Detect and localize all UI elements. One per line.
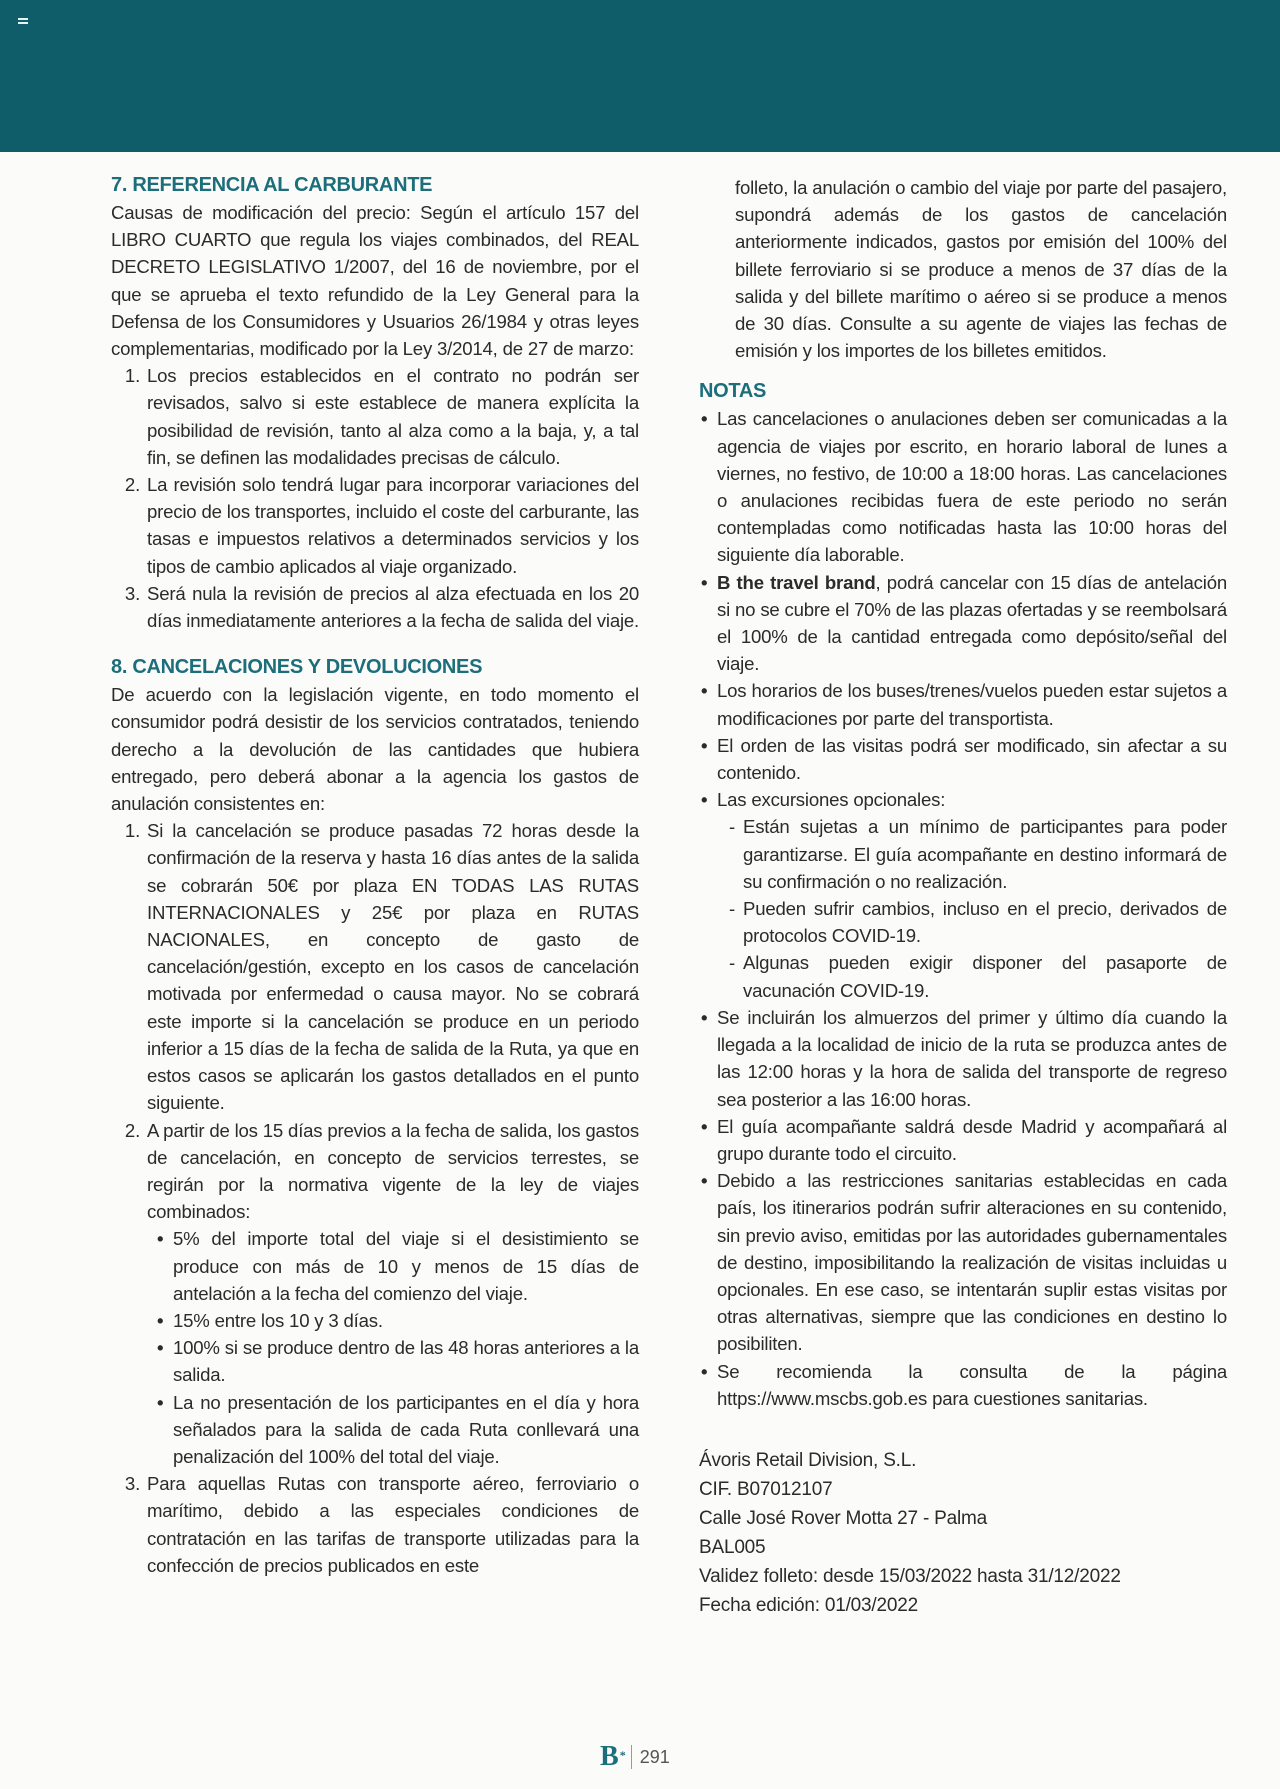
list-item: 1. Los precios establecidos en el contrato no podrán ser revisados, salvo si este establece de manera explícita la posibilidad de revisión, tanto al alza como a la baja, y, a tal fin, se definen las modalidades precisas de cálculo.	[145, 362, 639, 471]
note-item: • Los horarios de los buses/trenes/vuelos pueden estar sujetos a modificaciones por parte del transportista.	[717, 677, 1227, 731]
company-info	[699, 1446, 1227, 1620]
header-band	[0, 0, 1280, 152]
note-item: • Se recomienda la consulta de la página https://www.mscbs.gob.es para cuestiones sanitarias.	[717, 1358, 1227, 1412]
section-8-intro: De acuerdo con la legislación vigente, en todo momento el consumidor podrá desistir de los servicios contratados, teniendo derecho a la devolución de las cantidades que hubiera entregado, pero deberá abonar a la agencia los gastos de anulación consistentes en:	[111, 684, 639, 815]
sub-list-item: • 5% del importe total del viaje si el desistimiento se produce con más de 10 y menos de 15 días de antelación a la fecha del comienzo del viaje.	[173, 1225, 639, 1307]
note-item: • El guía acompañante saldrá desde Madrid y acompañará al grupo durante todo el circuito.	[717, 1113, 1227, 1167]
company-name: Ávoris Retail Division, S.L.	[699, 1449, 917, 1471]
list-item	[145, 1470, 639, 1579]
list-item-text: Para aquellas Rutas con transporte aéreo, ferroviario o marítimo, debido a las especiales condiciones de contratación en las tarifas de transporte utilizadas para la confección de precios publicados en este	[147, 1473, 639, 1576]
list-item: 1. Si la cancelación se produce pasadas 72 horas desde la confirmación de la reserva y hasta 16 días antes de la salida se cobrarán 50€ por plaza EN TODAS LAS RUTAS INTERNACIONALES y 25€ por plaza en RUTAS NACIONALES, en concepto de gasto de cancelación/gestión, excepto en los casos de cancelación motivada por enfermedad o causa mayor. No se cobrará este importe si la cancelación se produce en un periodo inferior a 15 días de la fecha de salida de la Ruta, ya que en estos casos se aplicarán los gastos detallados en el punto siguiente.	[145, 817, 639, 1116]
left-column	[111, 172, 639, 1579]
brand-logo: B *	[600, 1741, 626, 1772]
note-item	[717, 569, 1227, 678]
section-8-title: 8. CANCELACIONES Y DEVOLUCIONES	[111, 656, 483, 679]
sub-list-item: - Están sujetas a un mínimo de participantes para poder garantizarse. El guía acompañante en destino informará de su confirmación o no realización.	[743, 813, 1227, 895]
sub-list	[147, 1225, 639, 1470]
sub-list-item: • 15% entre los 10 y 3 días.	[173, 1307, 639, 1334]
note-item: • Debido a las restricciones sanitarias establecidas en cada país, los itinerarios podrán sufrir alteraciones en su contenido, sin previo aviso, emitidas por las autoridades gubernamentales de destino, imposibilitando la realización de visitas incluidas u opcionales. En ese caso, se intentarán suplir estas visitas por otras alternativas, siempre que las condiciones en destino lo posibiliten.	[717, 1167, 1227, 1357]
note-item	[717, 786, 1227, 1004]
note-text: Las excursiones opcionales:	[717, 789, 946, 811]
notas-list	[699, 405, 1227, 1412]
page-footer	[600, 1742, 670, 1772]
note-item: • El orden de las visitas podrá ser modificado, sin afectar a su contenido.	[717, 732, 1227, 786]
section-7-intro: Causas de modificación del precio: Según el artículo 157 del LIBRO CUARTO que regula los viajes combinados, del REAL DECRETO LEGISLATIVO 1/2007, del 16 de noviembre, por el que se aprueba el texto refundido de la Ley General para la Defensa de los Consumidores y Usuarios 26/1984 y otras leyes complementarias, modificado por la Ley 3/2014, de 27 de marzo:	[111, 202, 639, 360]
note-item: • Se incluirán los almuerzos del primer y último día cuando la llegada a la localidad de inicio de la ruta se produzca antes de las 12:00 horas y la hora de salida del transporte de regreso sea posterior a las 16:00 horas.	[717, 1004, 1227, 1113]
note-item: • Las cancelaciones o anulaciones deben ser comunicadas a la agencia de viajes por escrito, en horario laboral de lunes a viernes, no festivo, de 10:00 a 18:00 horas. Las cancelaciones o anulaciones recibidas fuera de este periodo no serán contempladas como notificadas hasta las 10:00 horas del siguiente día laborable.	[717, 405, 1227, 568]
sub-list-item: • 100% si se produce dentro de las 48 horas anteriores a la salida.	[173, 1334, 639, 1388]
list-item-text: A partir de los 15 días previos a la fecha de salida, los gastos de cancelación, en concepto de servicios terrestes, se regirán por la normativa vigente de la ley de viajes combinados:	[147, 1119, 639, 1223]
list-item-continuation: folleto, la anulación o cambio del viaje por parte del pasajero, supondrá además de los gastos de cancelación anteriormente indicados, gastos por emisión del 100% del billete ferroviario si se produce a menos de 37 días de la salida y del billete marítimo o aéreo si se produce a menos de 30 días. Consulte a su agente de viajes las fechas de emisión y los importes de los billetes emitidos.	[735, 177, 1227, 362]
company-cif: CIF. B07012107	[699, 1478, 833, 1500]
notas-title: NOTAS	[699, 380, 767, 403]
menu-icon[interactable]	[18, 18, 28, 26]
brand-name: B the travel brand	[717, 571, 876, 593]
company-address: Calle José Rover Motta 27 - Palma	[699, 1507, 988, 1529]
list-item: 2. La revisión solo tendrá lugar para incorporar variaciones del precio de los transportes, incluido el coste del carburante, las tasas e impuestos relativos a determinados servicios y los tipos de cambio aplicados al viaje organizado.	[145, 471, 639, 580]
section-8-list	[111, 817, 639, 1579]
section-7-title: 7. REFERENCIA AL CARBURANTE	[111, 174, 433, 196]
sub-list-item: - Algunas pueden exigir disponer del pasaporte de vacunación COVID-19.	[743, 949, 1227, 1003]
excursions-sub-list	[717, 813, 1227, 1003]
brochure-validity: Validez folleto: desde 15/03/2022 hasta 31/12/2022	[699, 1565, 1121, 1587]
sub-list-item: • La no presentación de los participantes en el día y hora señalados para la salida de cada Ruta conllevará una penalización del 100% del total del viaje.	[173, 1389, 639, 1471]
note-text: , podrá cancelar con 15 días de antelación si no se cubre el 70% de las plazas ofertadas y se reembolsará el 100% de la cantidad entregada como depósito/señal del viaje.	[717, 571, 1227, 675]
company-code: BAL005	[699, 1536, 766, 1558]
list-item	[145, 1117, 639, 1471]
right-column	[699, 174, 1227, 1620]
divider	[631, 1745, 632, 1769]
edition-date: Fecha edición: 01/03/2022	[699, 1594, 918, 1616]
section-7-list	[111, 362, 639, 634]
list-item: 3. Será nula la revisión de precios al alza efectuada en los 20 días inmediatamente anteriores a la fecha de salida del viaje.	[145, 580, 639, 634]
sub-list-item: - Pueden sufrir cambios, incluso en el precio, derivados de protocolos COVID-19.	[743, 895, 1227, 949]
page-number: 291	[639, 1746, 670, 1767]
